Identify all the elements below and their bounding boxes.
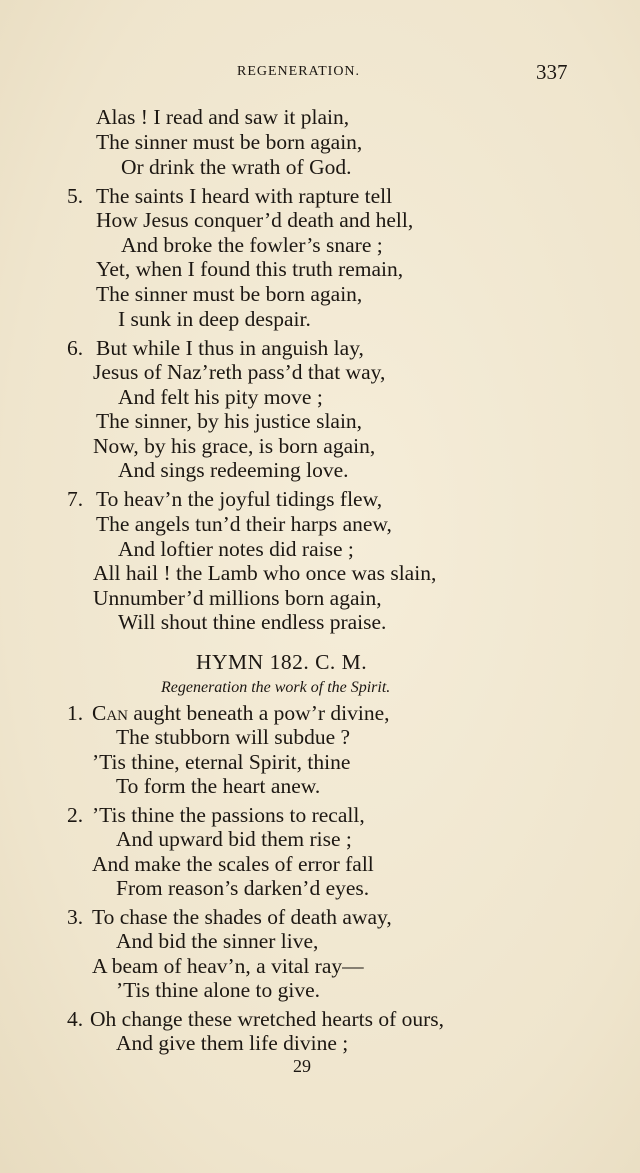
verse-line: And give them life divine ; [116,1031,349,1055]
page-number: 337 [536,60,568,84]
verse-line: The stubborn will subdue ? [116,725,351,749]
verse-line: How Jesus conquer’d death and hell, [96,208,414,232]
stanza-number: 3. [67,905,84,929]
verse-line: The sinner, by his justice slain, [96,409,363,433]
running-title: REGENERATION. [237,64,361,79]
stanza-number: 7. [67,487,84,511]
verse-line: Or drink the wrath of God. [121,155,352,179]
initial-word: Can [92,701,129,725]
hymn-subtitle: Regeneration the work of the Spirit. [161,679,391,696]
verse-line: All hail ! the Lamb who once was slain, [93,561,437,585]
verse-line: Oh change these wretched hearts of ours, [90,1007,445,1031]
verse-line: I sunk in deep despair. [118,307,311,331]
verse-line: ’Tis thine, eternal Spirit, thine [92,750,351,774]
stanza-number: 4. [67,1007,84,1031]
verse-line: Jesus of Naz’reth pass’d that way, [93,360,386,384]
stanza-number: 6. [67,336,84,360]
verse-line: And felt his pity move ; [118,385,323,409]
verse-line-first [92,703,390,725]
verse-line: To form the heart anew. [116,774,321,798]
verse-line: A beam of heav’n, a vital ray— [92,954,364,978]
verse-line: And broke the fowler’s snare ; [121,233,383,257]
verse-line: Yet, when I found this truth remain, [96,257,404,281]
verse-line: Unnumber’d millions born again, [93,586,382,610]
verse-line: And loftier notes did raise ; [118,537,354,561]
hymn-title: HYMN 182. C. M. [196,650,368,674]
verse-line: Will shout thine endless praise. [118,610,387,634]
verse-line: And upward bid them rise ; [116,827,352,851]
verse-line: The sinner must be born again, [96,130,363,154]
verse-line: To chase the shades of death away, [92,905,392,929]
verse-line: And sings redeeming love. [118,458,349,482]
stanza-number: 2. [67,803,84,827]
verse-line: And bid the sinner live, [116,929,319,953]
verse-line: The angels tun’d their harps anew, [96,512,392,536]
verse-line: ’Tis thine the passions to recall, [92,803,365,827]
verse-line: To heav’n the joyful tidings flew, [96,487,383,511]
signature-mark: 29 [293,1056,311,1076]
stanza-number: 5. [67,184,84,208]
verse-line: Alas ! I read and saw it plain, [96,105,350,129]
verse-line: Now, by his grace, is born again, [93,434,376,458]
verse-line: The saints I heard with rapture tell [96,184,393,208]
verse-line: But while I thus in anguish lay, [96,336,364,360]
verse-line: The sinner must be born again, [96,282,363,306]
verse-line: ’Tis thine alone to give. [116,978,321,1002]
verse-line: And make the scales of error fall [92,852,374,876]
verse-line-rest: aught beneath a pow’r divine, [128,701,390,725]
stanza-number: 1. [67,701,84,725]
verse-line: From reason’s darken’d eyes. [116,876,370,900]
